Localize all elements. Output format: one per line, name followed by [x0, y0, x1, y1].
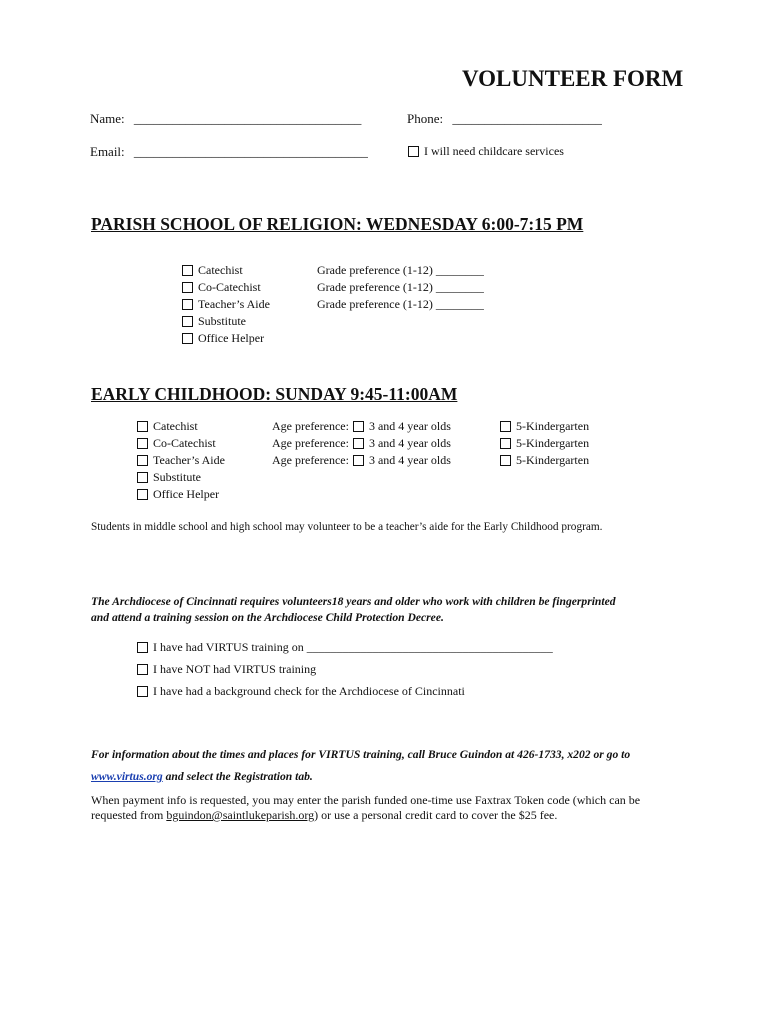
early-role-item[interactable]: [137, 418, 225, 435]
payment-line1: When payment info is requested, you may enter the parish funded one-time use Faxtrax Token code (which can be: [91, 793, 641, 807]
grade-preference[interactable]: Grade preference (1-12) ________: [317, 280, 484, 294]
grade-preference[interactable]: Grade preference (1-12) ________: [317, 297, 484, 311]
virtus-link[interactable]: www.virtus.org: [91, 770, 163, 783]
psr-role-checkbox[interactable]: [182, 265, 193, 276]
payment-email-link[interactable]: bguindon@saintlukeparish.org: [166, 808, 315, 822]
psr-role-item[interactable]: [182, 313, 270, 330]
age-3-4-label: 3 and 4 year olds: [368, 453, 451, 467]
early-role-item[interactable]: [137, 452, 225, 469]
early-role-label: Teacher’s Aide: [153, 453, 225, 467]
virtus-checkbox[interactable]: [137, 686, 148, 697]
kinder-checkbox[interactable]: [500, 438, 511, 449]
age-3-4-checkbox[interactable]: [353, 455, 364, 466]
psr-role-checkbox[interactable]: [182, 333, 193, 344]
early-role-checkbox[interactable]: [137, 472, 148, 483]
early-role-item[interactable]: [137, 469, 225, 486]
age-preference-label: Age preference:: [272, 419, 349, 433]
psr-role-checkbox[interactable]: [182, 299, 193, 310]
virtus-option-label: I have had a background check for the Archdiocese of Cincinnati: [153, 683, 465, 698]
kinder-option[interactable]: [500, 435, 589, 452]
grade-preference[interactable]: Grade preference (1-12) ________: [317, 263, 484, 277]
psr-role-label: Office Helper: [198, 331, 265, 345]
psr-grade-list: [317, 262, 484, 313]
kinder-label: 5-Kindergarten: [516, 419, 590, 433]
kinder-label: 5-Kindergarten: [516, 453, 590, 467]
page-title: VOLUNTEER FORM: [462, 66, 684, 91]
psr-role-label: Catechist: [198, 263, 243, 277]
phone-line[interactable]: _______________________: [452, 111, 602, 126]
kinder-label: 5-Kindergarten: [516, 436, 590, 450]
early-role-label: Substitute: [153, 470, 202, 484]
psr-role-checkbox[interactable]: [182, 282, 193, 293]
age-3-4-checkbox[interactable]: [353, 438, 364, 449]
early-kinder-list: [500, 418, 589, 469]
name-label: Name:: [90, 111, 125, 126]
early-role-label: Co-Catechist: [153, 436, 216, 450]
age-3-4-checkbox[interactable]: [353, 421, 364, 432]
phone-field[interactable]: [407, 111, 602, 127]
early-note: Students in middle school and high school may volunteer to be a teacher’s aide for the Early Childhood program.: [91, 521, 603, 533]
psr-role-item[interactable]: [182, 279, 270, 296]
age-preference-row: [272, 452, 451, 469]
virtus-option-label: I have NOT had VIRTUS training: [153, 661, 317, 676]
virtus-checkbox[interactable]: [137, 664, 148, 675]
psr-role-label: Teacher’s Aide: [198, 297, 270, 311]
early-role-checkbox[interactable]: [137, 455, 148, 466]
kinder-option[interactable]: [500, 452, 589, 469]
early-heading: EARLY CHILDHOOD: SUNDAY 9:45-11:00AM: [91, 384, 458, 404]
kinder-checkbox[interactable]: [500, 421, 511, 432]
psr-role-label: Substitute: [198, 314, 247, 328]
phone-label: Phone:: [407, 111, 444, 126]
early-role-label: Office Helper: [153, 487, 220, 501]
email-line[interactable]: ____________________________________: [133, 144, 368, 159]
psr-role-item[interactable]: [182, 330, 270, 347]
age-preference-label: Age preference:: [272, 436, 349, 450]
kinder-checkbox[interactable]: [500, 455, 511, 466]
early-role-checkbox[interactable]: [137, 438, 148, 449]
early-role-checkbox[interactable]: [137, 421, 148, 432]
virtus-requirement-line1: The Archdiocese of Cincinnati requires volunteers18 years and older who work with children be fingerprinted: [91, 595, 616, 608]
name-field[interactable]: [90, 111, 361, 127]
early-roles-list: [137, 418, 225, 503]
age-preference-label: Age preference:: [272, 453, 349, 467]
registration-text: and select the Registration tab.: [162, 770, 313, 783]
email-label: Email:: [90, 144, 125, 159]
virtus-checkbox[interactable]: [137, 642, 148, 653]
virtus-option[interactable]: [137, 658, 553, 680]
psr-heading: PARISH SCHOOL OF RELIGION: WEDNESDAY 6:00-7:15 PM: [91, 214, 584, 234]
kinder-option[interactable]: [500, 418, 589, 435]
early-role-item[interactable]: [137, 486, 225, 503]
name-line[interactable]: ___________________________________: [133, 111, 362, 126]
age-preference-row: [272, 418, 451, 435]
childcare-option[interactable]: [408, 144, 564, 159]
virtus-info-line1: For information about the times and places for VIRTUS training, call Bruce Guindon at 426-1733, x202 or go to: [91, 748, 631, 761]
email-field[interactable]: [90, 144, 368, 160]
payment-line2: [91, 808, 557, 823]
childcare-checkbox[interactable]: [408, 146, 419, 157]
early-age-list: [272, 418, 451, 469]
virtus-option[interactable]: [137, 636, 553, 658]
psr-roles-list: [182, 262, 270, 347]
virtus-requirement-line2: and attend a training session on the Archdiocese Child Protection Decree.: [91, 611, 444, 624]
age-3-4-label: 3 and 4 year olds: [368, 436, 451, 450]
psr-role-item[interactable]: [182, 296, 270, 313]
age-3-4-label: 3 and 4 year olds: [368, 419, 451, 433]
childcare-label: I will need childcare services: [424, 144, 564, 158]
early-role-label: Catechist: [153, 419, 198, 433]
age-preference-row: [272, 435, 451, 452]
psr-role-label: Co-Catechist: [198, 280, 261, 294]
payment-suffix: ) or use a personal credit card to cover the $25 fee.: [314, 808, 558, 822]
virtus-option[interactable]: [137, 680, 553, 702]
psr-role-item[interactable]: [182, 262, 270, 279]
virtus-info-line2: [91, 770, 313, 783]
virtus-option-label: I have had VIRTUS training on _________________________________________: [153, 639, 553, 654]
early-role-item[interactable]: [137, 435, 225, 452]
early-role-checkbox[interactable]: [137, 489, 148, 500]
payment-prefix: requested from: [91, 808, 167, 822]
psr-role-checkbox[interactable]: [182, 316, 193, 327]
virtus-options: [137, 636, 553, 702]
